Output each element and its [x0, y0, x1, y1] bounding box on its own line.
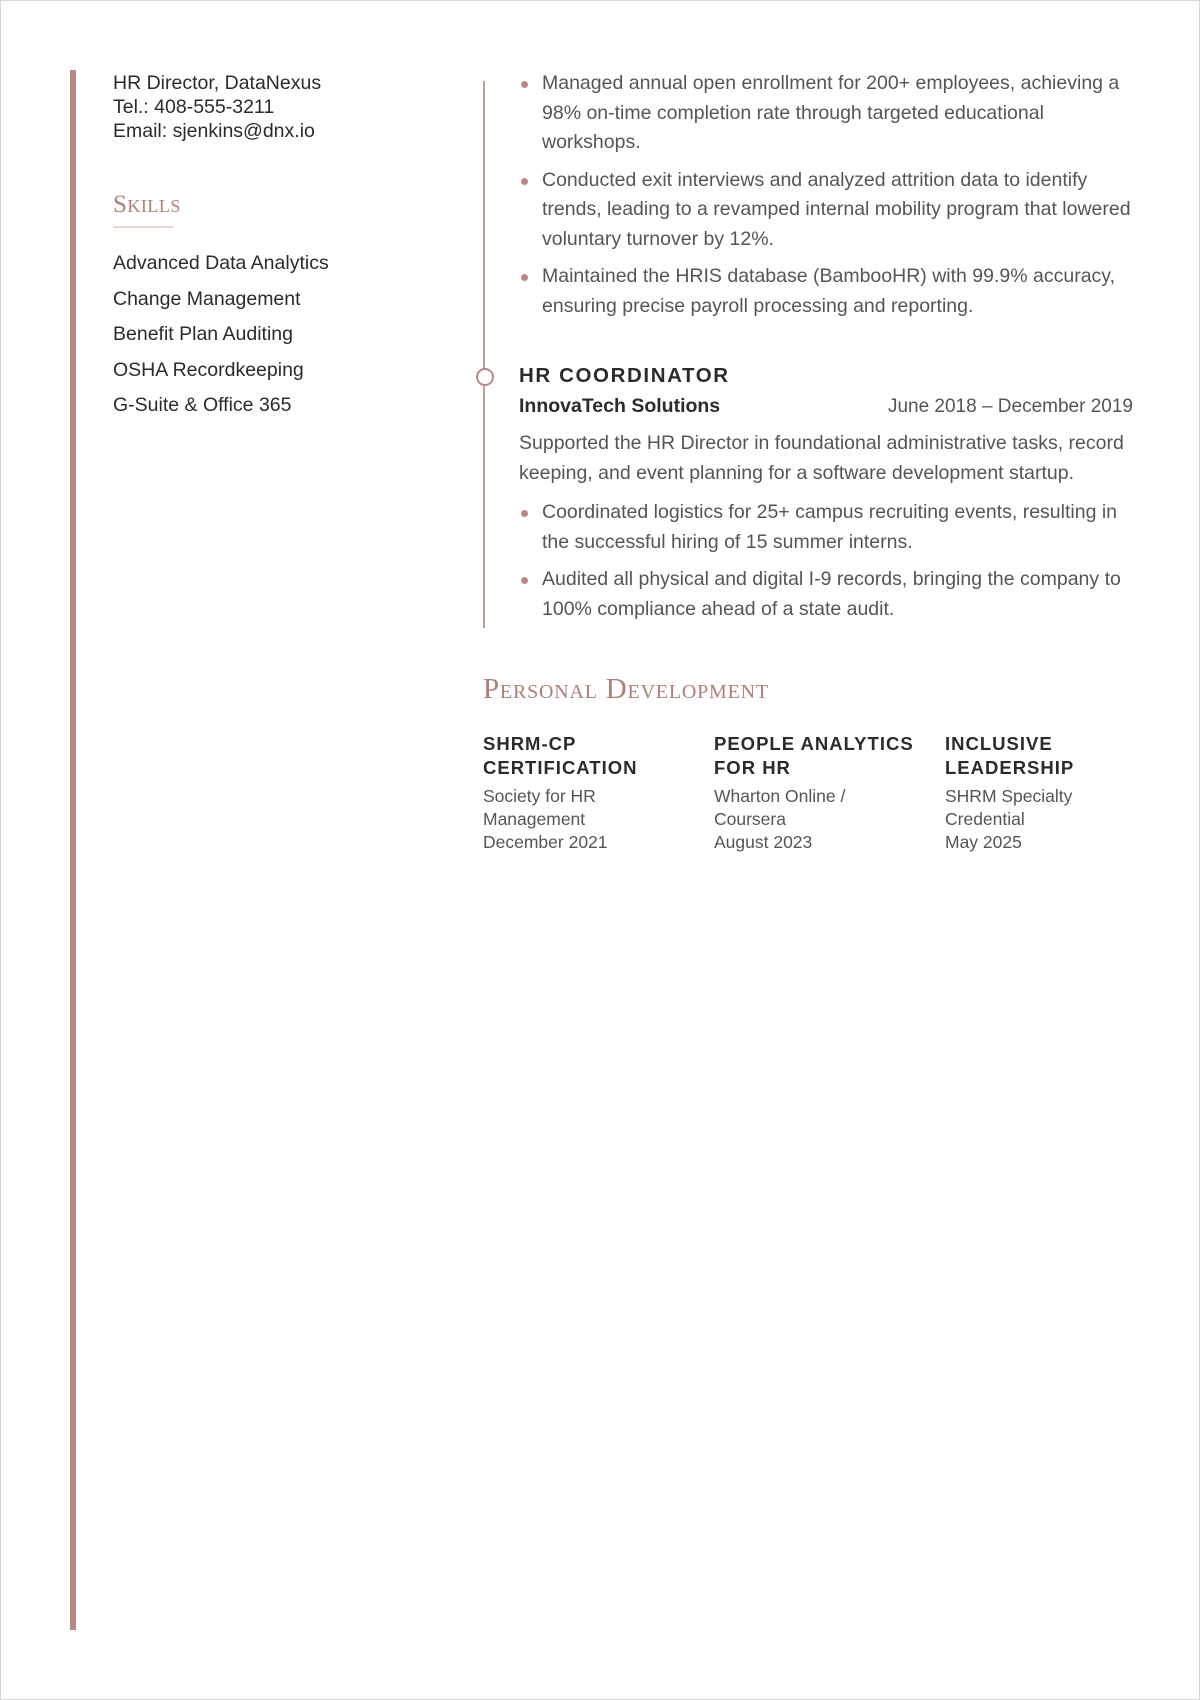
skill-item: Advanced Data Analytics [113, 252, 329, 274]
pd-item [714, 732, 914, 854]
pd-item-org [945, 785, 1145, 831]
skill-item: Change Management [113, 287, 301, 310]
pd-item-date: May 2025 [945, 832, 1022, 852]
pd-item-org [483, 785, 683, 831]
bullet-text: Managed annual open enrollment for 200+ employees, achieving a 98% on-time completion rate through targeted educational workshops. [542, 72, 1120, 153]
bullet-item [519, 565, 1133, 624]
pd-item-name [945, 732, 1145, 780]
pd-name-line: CERTIFICATION [483, 757, 638, 778]
skill-item: Benefit Plan Auditing [113, 323, 293, 345]
pd-name-line: SHRM-CP [483, 733, 577, 754]
bullet-dot-icon [521, 510, 528, 517]
pd-item [483, 732, 683, 854]
bullet-dot-icon [521, 274, 528, 281]
skills-heading: Skills [113, 191, 181, 218]
bullet-dot-icon [521, 178, 528, 185]
pd-org-line: SHRM Specialty [945, 786, 1073, 806]
timeline-node [476, 368, 494, 386]
skills-heading-underline [113, 226, 173, 228]
bullet-dot-icon [521, 577, 528, 584]
pd-org-line: Wharton Online / [714, 786, 846, 806]
pd-item-name [714, 732, 914, 780]
bullet-item [519, 69, 1133, 158]
pd-name-line: INCLUSIVE [945, 733, 1053, 754]
pd-item-date: December 2021 [483, 832, 608, 852]
bullet-item [519, 262, 1133, 321]
reference-contact [113, 71, 321, 143]
bullet-text: Conducted exit interviews and analyzed attrition data to identify trends, leading to a revamped internal mobility program that lowered voluntary turnover by 12%. [542, 168, 1131, 250]
skill-item: OSHA Recordkeeping [113, 358, 304, 381]
job-description: Supported the HR Director in foundational administrative tasks, record keeping, and event planning for a software development startup. [519, 432, 1124, 484]
pd-name-line: PEOPLE ANALYTICS [714, 733, 914, 754]
experience-section [519, 69, 1133, 632]
bullet-text: Coordinated logistics for 25+ campus recruiting events, resulting in the successful hiring of 15 summer interns. [542, 501, 1118, 553]
reference-title: HR Director, DataNexus [113, 72, 322, 94]
previous-job-bullets [519, 69, 1133, 321]
job-dates: June 2018 – December 2019 [887, 396, 1133, 417]
bullet-dot-icon [521, 81, 528, 88]
bullet-item [519, 498, 1133, 557]
company-name: InnovaTech Solutions [519, 395, 721, 417]
reference-phone: Tel.: 408-555-3211 [113, 96, 275, 118]
left-accent-rule [70, 70, 76, 1630]
job-title: HR COORDINATOR [519, 364, 730, 387]
pd-org-line: Coursera [714, 809, 786, 829]
pd-org-line: Management [483, 809, 586, 829]
bullet-text: Maintained the HRIS database (BambooHR) with 99.9% accuracy, ensuring precise payroll processing and reporting. [542, 265, 1116, 317]
skills-list [113, 249, 329, 427]
timeline-line [483, 81, 485, 628]
job-meta [519, 393, 1133, 420]
bullet-item [519, 166, 1133, 255]
job-bullets [519, 498, 1133, 624]
pd-item-name [483, 732, 683, 780]
pd-org-line: Society for HR [483, 786, 596, 806]
reference-email: Email: sjenkins@dnx.io [113, 120, 315, 142]
pd-org-line: Credential [945, 809, 1025, 829]
pd-item-org [714, 785, 914, 831]
pd-name-line: LEADERSHIP [945, 757, 1075, 778]
bullet-text: Audited all physical and digital I-9 records, bringing the company to 100% compliance ahead of a state audit. [542, 568, 1121, 620]
skill-item: G-Suite & Office 365 [113, 394, 292, 416]
pd-item-date: August 2023 [714, 832, 813, 852]
personal-development-heading: Personal Development [483, 673, 769, 705]
pd-name-line: FOR HR [714, 757, 791, 778]
pd-item [945, 732, 1145, 854]
